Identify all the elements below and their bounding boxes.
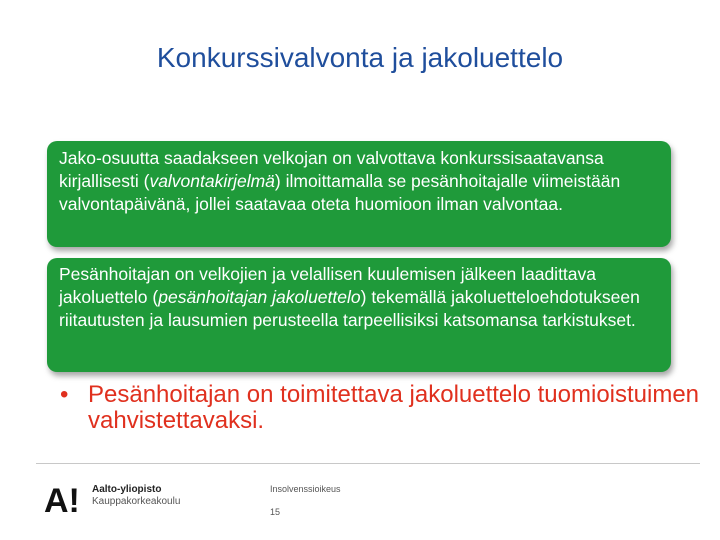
logo-text: A! [44,482,80,516]
org-subname: Kauppakorkeakoulu [92,496,181,507]
box-text-part: Jako-osuutta saadakseen velkojan on valvottava konkurssisaatavansa kirjallisesti ( [59,148,604,191]
aalto-logo [44,480,84,516]
emphasis-term: pesänhoitajan jakoluettelo [158,287,361,307]
box-text-part: ) ilmoittamalla se pesänhoitajalle viimeistään valvontapäivänä, jollei saatavaa oteta huomioon ilman valvontaa. [59,171,621,214]
emphasis-term: valvontakirjelmä [149,171,275,191]
green-text-box-jakoluettelo [47,258,671,372]
green-text-box-valvonta [47,141,671,247]
box-text-part: ) tekemällä jakoluetteloehdotukseen riitautusten ja lausumien perusteella tarpeellisiksi katsomansa tarkistukset. [59,287,640,330]
bullet-text: Pesänhoitajan on toimitettava jakoluettelo tuomioistuimen vahvistettavaksi. [88,381,700,434]
box-text [59,147,659,216]
footer-divider [36,463,700,464]
bullet-item [60,382,700,434]
slide-title: Konkurssivalvonta ja jakoluettelo [156,42,564,73]
box-text-part: Pesänhoitajan on velkojien ja velallisen kuulemisen jälkeen laadittava jakoluettelo ( [59,264,597,307]
org-name: Aalto-yliopisto [92,484,162,495]
bullet-marker: • [60,381,69,408]
footer-course-label: Insolvenssioikeus [270,484,341,494]
page-number: 15 [270,507,281,517]
box-text [59,263,659,332]
